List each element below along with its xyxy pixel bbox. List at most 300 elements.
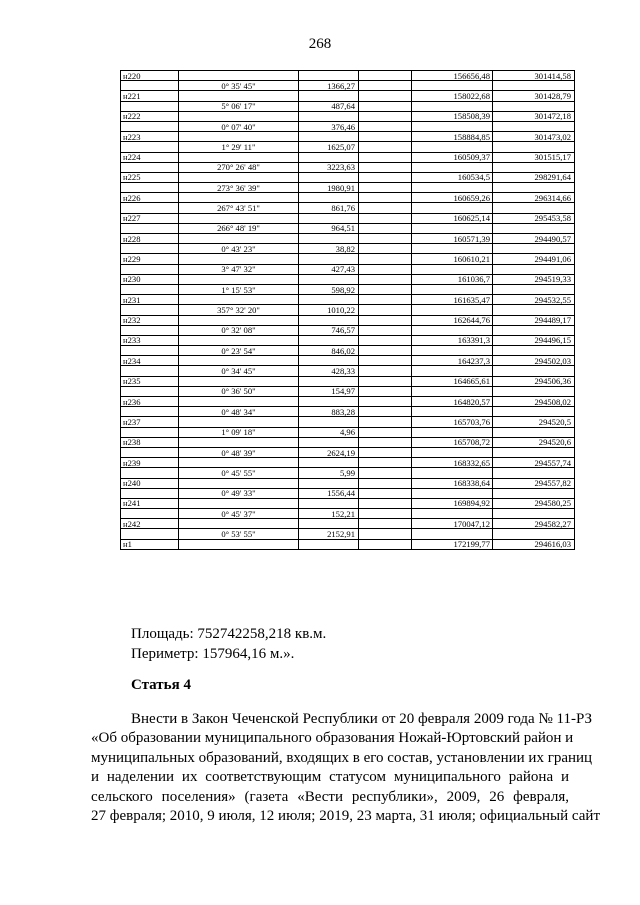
x-coordinate-cell: 158022,68 (412, 91, 493, 101)
table-row-point (121, 295, 575, 305)
empty-cell (359, 264, 412, 274)
length-cell: 152,21 (299, 509, 359, 519)
length-cell: 1366,27 (299, 81, 359, 91)
empty-cell (493, 509, 575, 519)
x-coordinate-cell: 165708,72 (412, 437, 493, 447)
empty-cell (299, 193, 359, 203)
empty-cell (179, 274, 299, 284)
length-cell: 861,76 (299, 203, 359, 213)
empty-cell (121, 447, 179, 457)
x-coordinate-cell: 158884,85 (412, 132, 493, 142)
length-cell: 5,99 (299, 468, 359, 478)
empty-cell (359, 234, 412, 244)
empty-cell (121, 366, 179, 376)
empty-cell (359, 509, 412, 519)
point-id-cell: н233 (121, 335, 179, 345)
point-id-cell: н231 (121, 295, 179, 305)
empty-cell (179, 376, 299, 386)
point-id-cell: н221 (121, 91, 179, 101)
x-coordinate-cell: 160610,21 (412, 254, 493, 264)
empty-cell (493, 488, 575, 498)
y-coordinate-cell: 294616,03 (493, 539, 575, 549)
empty-cell (359, 71, 412, 81)
angle-cell: 0° 45' 37" (179, 509, 299, 519)
x-coordinate-cell: 160571,39 (412, 234, 493, 244)
table-row-segment (121, 121, 575, 131)
table-row-segment (121, 284, 575, 294)
length-cell: 38,82 (299, 244, 359, 254)
empty-cell (412, 223, 493, 233)
empty-cell (359, 81, 412, 91)
page-number: 268 (308, 36, 332, 52)
empty-cell (493, 101, 575, 111)
empty-cell (299, 519, 359, 529)
length-cell: 598,92 (299, 284, 359, 294)
empty-cell (412, 509, 493, 519)
y-coordinate-cell: 294520,6 (493, 437, 575, 447)
empty-cell (299, 254, 359, 264)
x-coordinate-cell: 163391,3 (412, 335, 493, 345)
empty-cell (412, 244, 493, 254)
empty-cell (359, 498, 412, 508)
angle-cell: 0° 53' 55" (179, 529, 299, 539)
x-coordinate-cell: 160659,26 (412, 193, 493, 203)
angle-cell: 266° 48' 19" (179, 223, 299, 233)
empty-cell (359, 325, 412, 335)
empty-cell (359, 437, 412, 447)
empty-cell (121, 264, 179, 274)
empty-cell (359, 244, 412, 254)
table-row-segment (121, 162, 575, 172)
empty-cell (359, 478, 412, 488)
empty-cell (359, 172, 412, 182)
x-coordinate-cell: 158508,39 (412, 111, 493, 121)
y-coordinate-cell: 301515,17 (493, 152, 575, 162)
point-id-cell: н224 (121, 152, 179, 162)
empty-cell (179, 91, 299, 101)
angle-cell: 5° 06' 17" (179, 101, 299, 111)
angle-cell: 0° 49' 33" (179, 488, 299, 498)
length-cell: 1010,22 (299, 305, 359, 315)
table-row-point (121, 356, 575, 366)
table-row-segment (121, 81, 575, 91)
area-line: Площадь: 752742258,218 кв.м. (131, 626, 327, 642)
empty-cell (179, 315, 299, 325)
empty-cell (299, 172, 359, 182)
length-cell: 4,96 (299, 427, 359, 437)
point-id-cell: н240 (121, 478, 179, 488)
empty-cell (299, 376, 359, 386)
empty-cell (299, 71, 359, 81)
empty-cell (359, 539, 412, 549)
empty-cell (121, 142, 179, 152)
coordinates-table-body (121, 71, 575, 550)
empty-cell (121, 203, 179, 213)
table-row-segment (121, 529, 575, 539)
angle-cell: 3° 47' 32" (179, 264, 299, 274)
angle-cell: 0° 48' 39" (179, 447, 299, 457)
point-id-cell: н235 (121, 376, 179, 386)
empty-cell (179, 132, 299, 142)
empty-cell (299, 498, 359, 508)
table-row-segment (121, 244, 575, 254)
y-coordinate-cell: 294490,57 (493, 234, 575, 244)
y-coordinate-cell: 294502,03 (493, 356, 575, 366)
empty-cell (493, 427, 575, 437)
y-coordinate-cell: 294506,36 (493, 376, 575, 386)
x-coordinate-cell: 161635,47 (412, 295, 493, 305)
empty-cell (359, 121, 412, 131)
table-row-point (121, 111, 575, 121)
length-cell: 427,43 (299, 264, 359, 274)
empty-cell (493, 223, 575, 233)
angle-cell: 0° 34' 45" (179, 366, 299, 376)
empty-cell (493, 305, 575, 315)
table-row-point (121, 234, 575, 244)
x-coordinate-cell: 160534,5 (412, 172, 493, 182)
empty-cell (412, 407, 493, 417)
y-coordinate-cell: 296314,66 (493, 193, 575, 203)
empty-cell (359, 152, 412, 162)
y-coordinate-cell: 294557,74 (493, 458, 575, 468)
empty-cell (412, 325, 493, 335)
empty-cell (412, 305, 493, 315)
empty-cell (493, 366, 575, 376)
empty-cell (179, 437, 299, 447)
y-coordinate-cell: 301473,02 (493, 132, 575, 142)
x-coordinate-cell: 165703,76 (412, 417, 493, 427)
table-row-point (121, 397, 575, 407)
empty-cell (412, 529, 493, 539)
table-row-segment (121, 325, 575, 335)
table-row-point (121, 71, 575, 81)
point-id-cell: н223 (121, 132, 179, 142)
table-row-segment (121, 386, 575, 396)
empty-cell (359, 447, 412, 457)
point-id-cell: н225 (121, 172, 179, 182)
angle-cell: 1° 15' 53" (179, 284, 299, 294)
empty-cell (179, 519, 299, 529)
empty-cell (121, 468, 179, 478)
x-coordinate-cell: 156656,48 (412, 71, 493, 81)
empty-cell (121, 488, 179, 498)
empty-cell (179, 335, 299, 345)
empty-cell (359, 305, 412, 315)
empty-cell (121, 407, 179, 417)
empty-cell (179, 71, 299, 81)
empty-cell (179, 417, 299, 427)
x-coordinate-cell: 172199,77 (412, 539, 493, 549)
empty-cell (359, 295, 412, 305)
empty-cell (179, 356, 299, 366)
empty-cell (121, 223, 179, 233)
table-row-segment (121, 223, 575, 233)
empty-cell (493, 447, 575, 457)
empty-cell (299, 458, 359, 468)
table-row-point (121, 417, 575, 427)
empty-cell (299, 152, 359, 162)
empty-cell (359, 284, 412, 294)
angle-cell: 0° 48' 34" (179, 407, 299, 417)
table-row-segment (121, 101, 575, 111)
table-row-point (121, 519, 575, 529)
x-coordinate-cell: 170047,12 (412, 519, 493, 529)
angle-cell: 0° 07' 40" (179, 121, 299, 131)
empty-cell (359, 417, 412, 427)
empty-cell (412, 468, 493, 478)
x-coordinate-cell: 164820,57 (412, 397, 493, 407)
point-id-cell: н226 (121, 193, 179, 203)
empty-cell (121, 386, 179, 396)
empty-cell (493, 325, 575, 335)
empty-cell (359, 193, 412, 203)
table-row-segment (121, 183, 575, 193)
angle-cell: 267° 43' 51" (179, 203, 299, 213)
table-row-point (121, 193, 575, 203)
empty-cell (493, 81, 575, 91)
body-line: Внести в Закон Чеченской Республики от 20 февраля 2009 года № 11-РЗ (131, 711, 593, 727)
empty-cell (359, 101, 412, 111)
empty-cell (412, 162, 493, 172)
x-coordinate-cell: 162644,76 (412, 315, 493, 325)
empty-cell (299, 234, 359, 244)
point-id-cell: н220 (121, 71, 179, 81)
table-row-segment (121, 407, 575, 417)
y-coordinate-cell: 294520,5 (493, 417, 575, 427)
empty-cell (359, 213, 412, 223)
x-coordinate-cell: 164665,61 (412, 376, 493, 386)
point-id-cell: н236 (121, 397, 179, 407)
empty-cell (299, 295, 359, 305)
empty-cell (493, 386, 575, 396)
table-row-point (121, 274, 575, 284)
point-id-cell: н238 (121, 437, 179, 447)
empty-cell (493, 121, 575, 131)
point-id-cell: н228 (121, 234, 179, 244)
length-cell: 3223,63 (299, 162, 359, 172)
empty-cell (359, 111, 412, 121)
angle-cell: 1° 09' 18" (179, 427, 299, 437)
empty-cell (299, 315, 359, 325)
y-coordinate-cell: 298291,64 (493, 172, 575, 182)
empty-cell (299, 397, 359, 407)
length-cell: 1556,44 (299, 488, 359, 498)
empty-cell (121, 121, 179, 131)
empty-cell (121, 305, 179, 315)
empty-cell (412, 488, 493, 498)
empty-cell (359, 335, 412, 345)
empty-cell (412, 284, 493, 294)
empty-cell (299, 213, 359, 223)
empty-cell (121, 509, 179, 519)
point-id-cell: н227 (121, 213, 179, 223)
empty-cell (493, 162, 575, 172)
table-row-segment (121, 366, 575, 376)
empty-cell (493, 529, 575, 539)
empty-cell (493, 284, 575, 294)
table-row-point (121, 172, 575, 182)
length-cell: 154,97 (299, 386, 359, 396)
table-row-point (121, 458, 575, 468)
empty-cell (412, 386, 493, 396)
table-row-point (121, 254, 575, 264)
empty-cell (121, 284, 179, 294)
empty-cell (493, 346, 575, 356)
x-coordinate-cell: 168332,65 (412, 458, 493, 468)
empty-cell (179, 152, 299, 162)
point-id-cell: н232 (121, 315, 179, 325)
empty-cell (299, 111, 359, 121)
empty-cell (359, 183, 412, 193)
empty-cell (359, 142, 412, 152)
point-id-cell: н242 (121, 519, 179, 529)
table-row-point (121, 132, 575, 142)
table-row-point (121, 437, 575, 447)
empty-cell (412, 203, 493, 213)
length-cell: 2152,91 (299, 529, 359, 539)
y-coordinate-cell: 301472,18 (493, 111, 575, 121)
empty-cell (493, 244, 575, 254)
article-title: Статья 4 (131, 677, 191, 693)
angle-cell: 0° 45' 55" (179, 468, 299, 478)
table-row-segment (121, 509, 575, 519)
empty-cell (359, 356, 412, 366)
table-row-segment (121, 305, 575, 315)
perimeter-line: Периметр: 157964,16 м.». (131, 646, 295, 662)
x-coordinate-cell: 169894,92 (412, 498, 493, 508)
x-coordinate-cell: 160509,37 (412, 152, 493, 162)
x-coordinate-cell: 160625,14 (412, 213, 493, 223)
table-row-point (121, 315, 575, 325)
empty-cell (493, 264, 575, 274)
empty-cell (179, 478, 299, 488)
empty-cell (299, 356, 359, 366)
empty-cell (412, 264, 493, 274)
table-row-segment (121, 447, 575, 457)
empty-cell (412, 142, 493, 152)
empty-cell (179, 193, 299, 203)
empty-cell (359, 203, 412, 213)
table-row-segment (121, 427, 575, 437)
empty-cell (493, 468, 575, 478)
empty-cell (299, 437, 359, 447)
empty-cell (121, 427, 179, 437)
empty-cell (359, 254, 412, 264)
empty-cell (359, 386, 412, 396)
empty-cell (121, 529, 179, 539)
empty-cell (359, 132, 412, 142)
angle-cell: 1° 29' 11" (179, 142, 299, 152)
angle-cell: 0° 36' 50" (179, 386, 299, 396)
empty-cell (359, 488, 412, 498)
table-row-point (121, 376, 575, 386)
y-coordinate-cell: 301428,79 (493, 91, 575, 101)
y-coordinate-cell: 294557,82 (493, 478, 575, 488)
empty-cell (179, 111, 299, 121)
length-cell: 1980,91 (299, 183, 359, 193)
empty-cell (299, 335, 359, 345)
angle-cell: 0° 32' 08" (179, 325, 299, 335)
angle-cell: 0° 43' 23" (179, 244, 299, 254)
empty-cell (179, 295, 299, 305)
length-cell: 376,46 (299, 121, 359, 131)
empty-cell (359, 458, 412, 468)
length-cell: 428,33 (299, 366, 359, 376)
empty-cell (412, 81, 493, 91)
article-body (91, 710, 600, 826)
point-id-cell: н239 (121, 458, 179, 468)
point-id-cell: н1 (121, 539, 179, 549)
empty-cell (359, 407, 412, 417)
empty-cell (412, 101, 493, 111)
empty-cell (121, 346, 179, 356)
empty-cell (359, 274, 412, 284)
body-line: 27 февраля; 2010, 9 июля, 12 июля; 2019, 23 марта, 31 июля; официальный сайт (91, 807, 600, 824)
empty-cell (359, 346, 412, 356)
y-coordinate-cell: 294582,27 (493, 519, 575, 529)
empty-cell (179, 458, 299, 468)
empty-cell (299, 417, 359, 427)
y-coordinate-cell: 294496,15 (493, 335, 575, 345)
table-row-segment (121, 142, 575, 152)
x-coordinate-cell: 164237,3 (412, 356, 493, 366)
table-row-point (121, 213, 575, 223)
angle-cell: 273° 36' 39" (179, 183, 299, 193)
empty-cell (359, 376, 412, 386)
length-cell: 746,57 (299, 325, 359, 335)
point-id-cell: н230 (121, 274, 179, 284)
empty-cell (121, 101, 179, 111)
table-row-point (121, 498, 575, 508)
empty-cell (359, 91, 412, 101)
empty-cell (493, 142, 575, 152)
empty-cell (359, 468, 412, 478)
empty-cell (493, 203, 575, 213)
table-row-segment (121, 203, 575, 213)
y-coordinate-cell: 294580,25 (493, 498, 575, 508)
empty-cell (179, 397, 299, 407)
point-id-cell: н241 (121, 498, 179, 508)
y-coordinate-cell: 295453,58 (493, 213, 575, 223)
table-row-segment (121, 264, 575, 274)
y-coordinate-cell: 294491,06 (493, 254, 575, 264)
empty-cell (412, 366, 493, 376)
table-row-point (121, 478, 575, 488)
empty-cell (412, 447, 493, 457)
body-line: и наделении их соответствующим статусом муниципального района и (91, 769, 569, 786)
y-coordinate-cell: 294489,17 (493, 315, 575, 325)
empty-cell (121, 244, 179, 254)
empty-cell (121, 325, 179, 335)
y-coordinate-cell: 294508,02 (493, 397, 575, 407)
length-cell: 964,51 (299, 223, 359, 233)
point-id-cell: н234 (121, 356, 179, 366)
table-row-point (121, 91, 575, 101)
empty-cell (179, 254, 299, 264)
body-line: муниципальных образований, входящих в его состав, установлении их границ (91, 749, 593, 766)
empty-cell (299, 478, 359, 488)
empty-cell (299, 132, 359, 142)
empty-cell (359, 529, 412, 539)
empty-cell (179, 213, 299, 223)
angle-cell: 357° 32' 20" (179, 305, 299, 315)
empty-cell (179, 539, 299, 549)
empty-cell (412, 121, 493, 131)
y-coordinate-cell: 294532,55 (493, 295, 575, 305)
point-id-cell: н222 (121, 111, 179, 121)
empty-cell (412, 183, 493, 193)
empty-cell (359, 519, 412, 529)
